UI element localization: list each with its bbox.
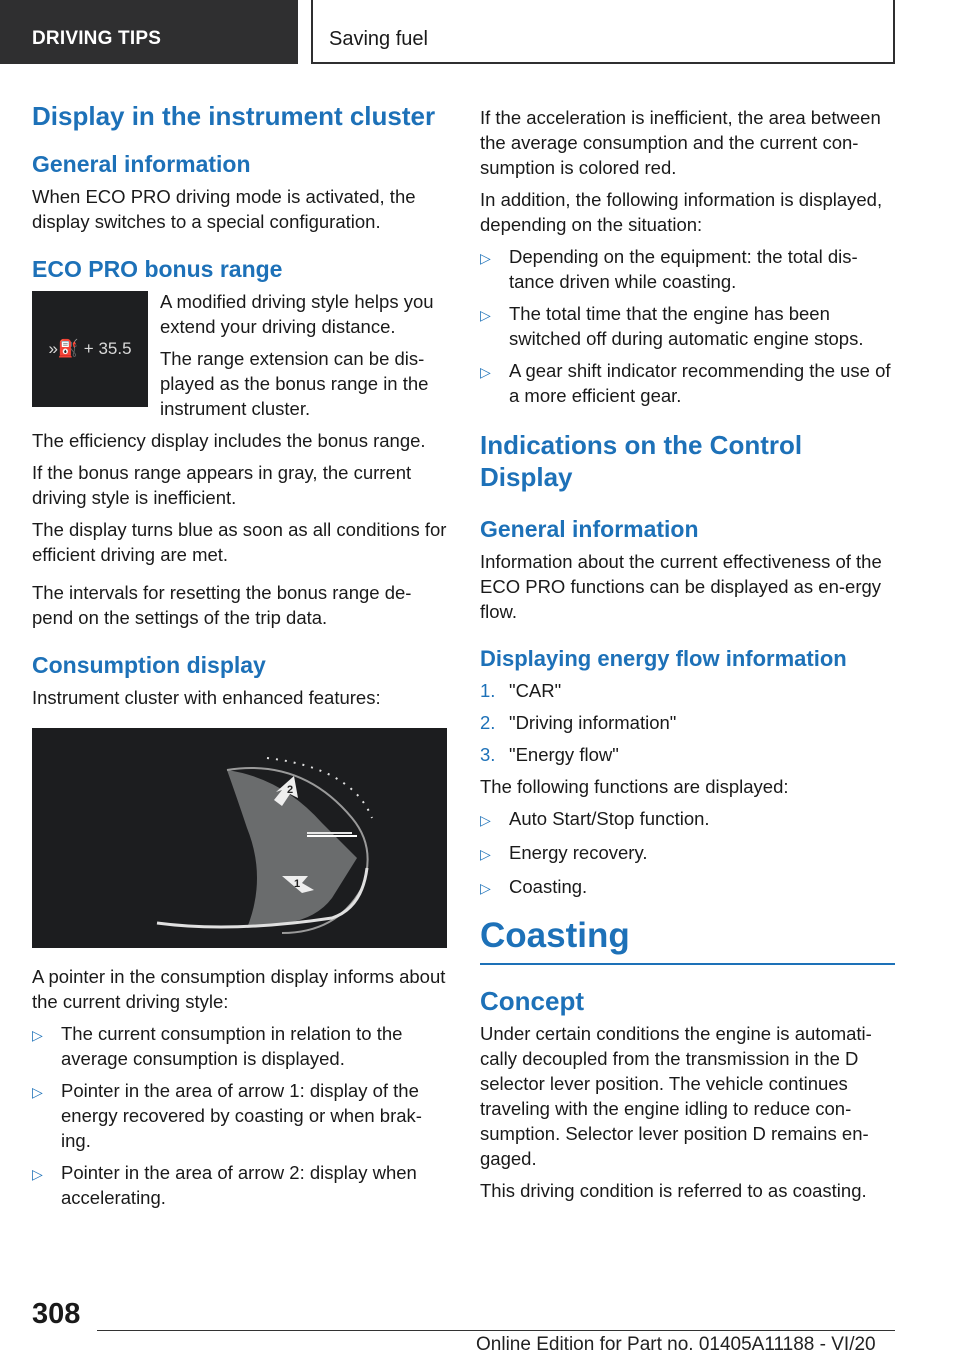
bullet-icon: ▷ [480,880,491,896]
list-item: ▷ A gear shift indicator recommending the use of a more efficient gear. [480,360,891,406]
footer-divider [97,1330,895,1331]
eco-pro-text-1: A modified driving style helps you extend your driving distance. [160,291,434,337]
paragraph: In addition, the following information is displayed, depending on the situation: [480,189,883,235]
bonus-range-readout: »⛽ + 35.5 [48,339,132,358]
concept-heading: Concept [480,986,584,1016]
concept-text: Under certain conditions the engine is automati-cally decoupled from the transmission in the D selector lever position. The vehicle continues traveling with the engine idling to reduce con-sumption. Selector lever position D remains en-gaged. [480,1023,872,1169]
list-item: 1. "CAR" [480,680,562,701]
energy-flow-heading: Displaying energy flow information [480,646,847,671]
bullet-icon: ▷ [480,307,491,323]
bonus-range-image [32,291,148,407]
consumption-heading: Consumption display [32,652,266,678]
bullet-icon: ▷ [480,846,491,862]
list-item: 3. "Energy flow" [480,744,619,765]
list-item: ▷ Energy recovery. [480,840,895,867]
paragraph: If the bonus range appears in gray, the current driving style is inefficient. [32,462,412,508]
general-info-heading: General information [32,151,251,177]
paragraph: The intervals for resetting the bonus range de-pend on the settings of the trip data. [32,582,412,628]
control-display-heading: Indications on the Control Display [480,430,803,492]
general-info-text: When ECO PRO driving mode is activated, the display switches to a special configuration. [32,186,416,232]
eco-pro-text-2: The range extension can be dis-played as the bonus range in the instrument cluster. [160,348,429,419]
page-number: 308 [32,1298,81,1330]
bullet-icon: ▷ [32,1166,43,1182]
paragraph: If the acceleration is inefficient, the area between the average consumption and the current con-sumption is colored red. [480,107,881,178]
footer-edition: Online Edition for Part no. 01405A11188 - VI/20 [476,1334,876,1355]
general-info-text: Information about the current effectiveness of the ECO PRO functions can be displayed as en-ergy flow. [480,551,882,622]
pointer-text: A pointer in the consumption display informs about the current driving style: [32,966,446,1012]
arrow-1-label: 1 [294,878,301,890]
eco-pro-block [32,289,447,428]
left-column [32,100,447,1217]
list-item: ▷ Pointer in the area of arrow 2: display when accelerating. [32,1162,417,1208]
section-heading: Display in the instrument cluster [32,101,436,131]
paragraph: The efficiency display includes the bonus range. [32,430,426,451]
bullet-icon: ▷ [480,812,491,828]
bullet-icon: ▷ [480,250,491,266]
functions-text: The following functions are displayed: [480,776,789,797]
list-item: ▷ Depending on the equipment: the total dis-tance driven while coasting. [480,246,858,292]
list-item: ▷ Coasting. [480,874,895,901]
bullet-icon: ▷ [32,1084,43,1100]
concept-text-2: This driving condition is referred to as coasting. [480,1180,867,1201]
general-info-heading: General information [480,516,699,542]
paragraph: The display turns blue as soon as all conditions for efficient driving are met. [32,519,447,565]
list-item: ▷ Auto Start/Stop function. [480,806,895,833]
section-tab: DRIVING TIPS [0,0,298,64]
list-item: ▷ Pointer in the area of arrow 1: display of the energy recovered by coasting or when brak-ing. [32,1080,422,1151]
chapter-title: Saving fuel [311,0,895,64]
bullet-icon: ▷ [32,1027,43,1043]
bullet-icon: ▷ [480,364,491,380]
consumption-display-image [32,728,447,948]
consumption-text: Instrument cluster with enhanced features: [32,687,381,708]
eco-pro-heading: ECO PRO bonus range [32,256,283,282]
list-item: ▷ The total time that the engine has been switched off during automatic engine stops. [480,303,864,349]
arrow-2-label: 2 [287,784,294,796]
list-item: 2. "Driving information" [480,712,677,733]
right-column [480,105,895,1210]
list-item: ▷ The current consumption in relation to the average consumption is displayed. [32,1023,403,1069]
coasting-chapter-title: Coasting [480,915,895,965]
